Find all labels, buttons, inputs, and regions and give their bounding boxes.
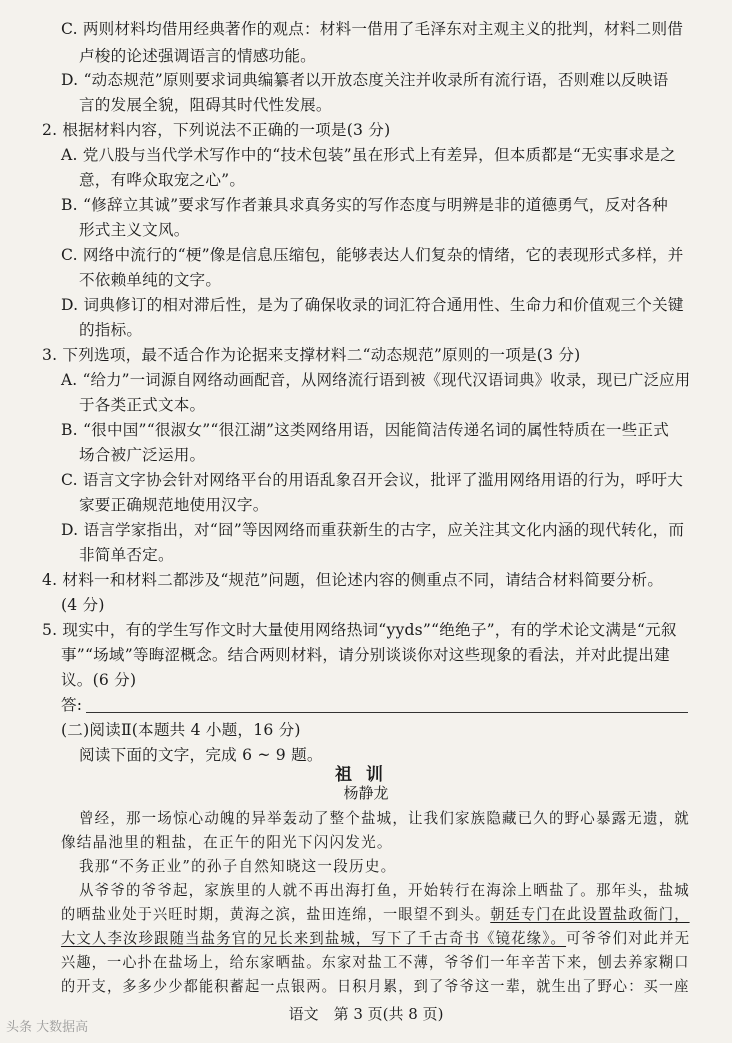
story-p2: 我那“不务正业”的孙子自然知晓这一段历史。 (79, 858, 397, 875)
q3-stem: 3. 下列选项，最不适合作为论据来支撑材料二“动态规范”原则的一项是(3 分) (42, 346, 581, 364)
story-author: 杨静龙 (343, 784, 389, 802)
answer-label: 答: (61, 696, 83, 714)
q4-line1: 4. 材料一和材料二都涉及“规范”问题，但论述内容的侧重点不同，请结合材料简要分析。 (42, 571, 664, 589)
watermark: 头条 大数据高 (6, 1020, 89, 1035)
section-instruction: 阅读下面的文字，完成 6 ~ 9 题。 (79, 746, 323, 764)
q3-option-c-line1: C. 语言文字协会针对网络平台的用语乱象召开会议，批评了滥用网络用语的行为，呼吁大 (61, 471, 684, 489)
q5-line2: 事”“场域”等晦涩概念。结合两则材料，请分别谈谈你对这些现象的看法，并对此提出建 (61, 646, 670, 664)
q3-option-b-line2: 场合被广泛运用。 (79, 446, 206, 464)
section-heading: (二)阅读Ⅱ(本题共 4 小题，16 分) (61, 721, 301, 739)
story-p3-line2-a: 的晒盐业处于兴旺时期，黄海之滨，盐田连绵，一眼望不到头。 (61, 906, 491, 923)
q3-option-b-line1: B. “很中国”“很淑女”“很江湖”这类网络用语，因能简洁传递名词的属性特质在一些正式 (61, 421, 669, 439)
q1-option-c-line2: 卢梭的论述强调语言的情感功能。 (79, 47, 316, 65)
q3-option-a-line2: 于各类正式文本。 (79, 396, 206, 414)
q2-option-c-line1: C. 网络中流行的“梗”像是信息压缩包，能够表达人们复杂的情绪，它的表现形式多样，并 (61, 246, 684, 264)
q4-line2: (4 分) (61, 596, 105, 614)
q2-option-b-line1: B. “修辞立其诚”要求写作者兼具求真务实的写作态度与明辨是非的道德勇气，反对各种 (61, 196, 668, 214)
q2-option-b-line2: 形式主义文风。 (79, 221, 190, 239)
story-p3-line4: 兴趣，一心扑在盐场上，给东家晒盐。东家对盐工不薄，爷爷们一年辛苦下来，刨去养家糊口 (61, 954, 690, 971)
q3-option-a-line1: A. “给力”一词源自网络动画配音，从网络流行语到被《现代汉语词典》收录，现已广泛应用 (61, 371, 691, 389)
answer-line[interactable] (86, 712, 688, 713)
page-footer: 语文 第 3 页(共 8 页) (288, 1005, 444, 1023)
q3-option-c-line2: 家要正确规范地使用汉字。 (79, 496, 269, 514)
q2-option-c-line2: 不依赖单纯的文字。 (79, 271, 222, 289)
story-title: 祖训 (335, 765, 397, 785)
story-p3-line5: 的开支，多多少少都能积蓄起一点银两。日积月累，到了爷爷这一辈，就生出了野心：买一座 (61, 978, 690, 995)
story-p3-line2 (61, 904, 690, 926)
story-p1-line1: 曾经，那一场惊心动魄的异举轰动了整个盐城，让我们家族隐藏已久的野心暴露无遗，就 (79, 810, 690, 827)
q3-option-d-line2: 非简单否定。 (79, 546, 174, 564)
q2-stem: 2. 根据材料内容，下列说法不正确的一项是(3 分) (42, 121, 391, 139)
q5-line3: 议。(6 分) (61, 671, 137, 689)
story-p3-line3-b: 可爷爷们对此并无 (566, 930, 691, 947)
story-p3-line2-underlined: 朝廷专门在此设置盐政衙门， (490, 906, 690, 923)
q3-option-d-line1: D. 语言学家指出，对“囧”等因网络而重获新生的古字，应关注其文化内涵的现代转化，而 (61, 521, 685, 539)
story-p1-line2: 像结晶池里的粗盐，在正午的阳光下闪闪发光。 (61, 834, 393, 851)
story-p3-line1: 从爷爷的爷爷起，家族里的人就不再出海打鱼，开始转行在海涂上晒盐了。那年头，盐城 (79, 882, 690, 899)
q1-option-d-line1: D. “动态规范”原则要求词典编纂者以开放态度关注并收录所有流行语，否则难以反映语 (61, 71, 669, 89)
story-p3-line3 (61, 928, 690, 950)
q1-option-c-line1: C. 两则材料均借用经典著作的观点：材料一借用了毛泽东对主观主义的批判，材料二则借 (61, 20, 684, 38)
q2-option-d-line2: 的指标。 (79, 321, 143, 339)
q2-option-a-line1: A. 党八股与当代学术写作中的“技术包装”虽在形式上有差异，但本质都是“无实事求是之 (61, 146, 676, 164)
q1-option-d-line2: 言的发展全貌，阻碍其时代性发展。 (79, 96, 332, 114)
q2-option-d-line1: D. 词典修订的相对滞后性，是为了确保收录的词汇符合通用性、生命力和价值观三个关键 (61, 296, 684, 314)
q5-line1: 5. 现实中，有的学生写作文时大量使用网络热词“yyds”“绝绝子”，有的学术论文满是“元叙 (42, 621, 677, 639)
q2-option-a-line2: 意，有哗众取宠之心”。 (79, 171, 246, 189)
story-p3-line3-underlined: 大文人李汝珍跟随当盐务官的兄长来到盐城，写下了千古奇书《镜花缘》。 (61, 930, 567, 947)
